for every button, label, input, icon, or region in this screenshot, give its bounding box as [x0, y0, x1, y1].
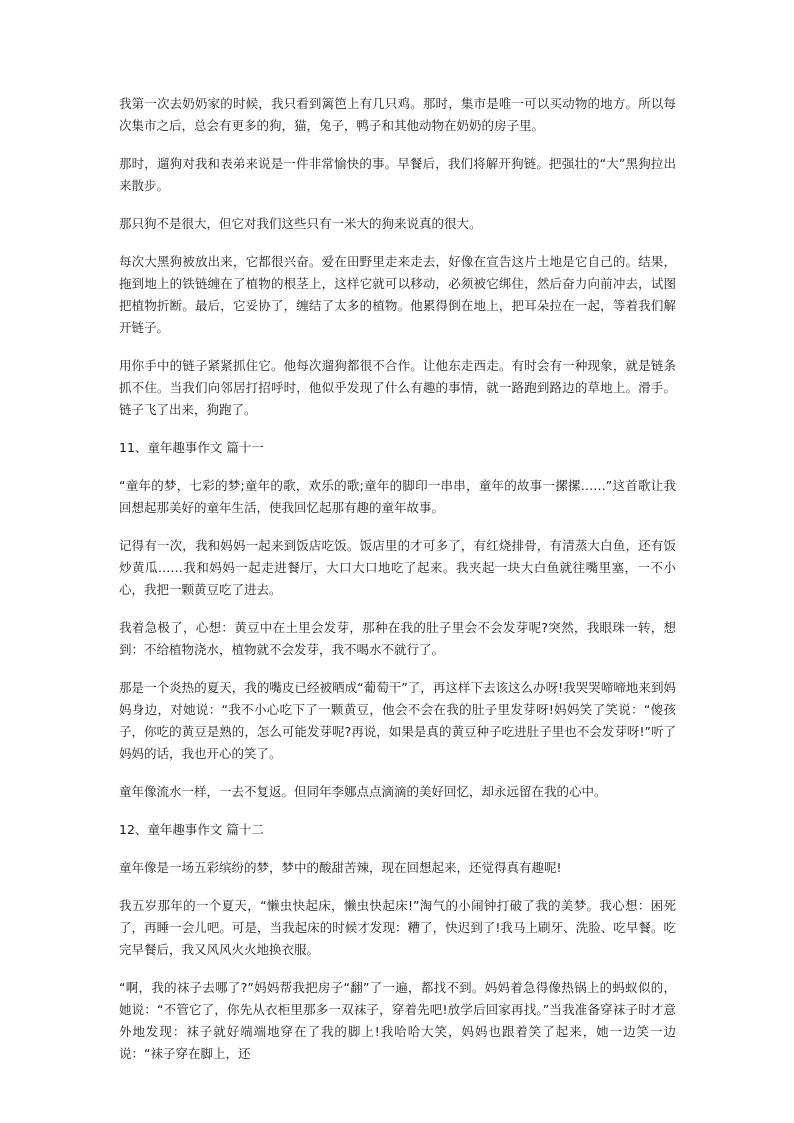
paragraph-childhood-water: 童年像流水一样，一去不复返。但同年李娜点点滴滴的美好回忆，却永远留在我的心中。 — [119, 784, 607, 799]
document-body — [119, 93, 676, 1081]
paragraph-lost-socks: “啊，我的袜子去哪了?”妈妈帮我把房子“翻”了一遍，都找不到。妈妈着急得像热锅上的蚂蚁似的，她说：“不管它了，你先从衣柜里那多一双袜子，穿着先吧!放学后回家再找。”当我准备穿袜子时才意外地发现：袜子就好端端地穿在了我的脚上!我哈哈大笑，妈妈也跟着笑了起来，她一边笑一边说：“袜子穿在脚上，还 — [119, 980, 676, 1061]
paragraph-hold-chain: 用你手中的链子紧紧抓住它。他每次遛狗都很不合作。让他东走西走。有时会有一种现象，就是链条抓不住。当我们向邻居打招呼时，他似乎发现了什么有趣的事情，就一路跑到路边的草地上。滑手。链子飞了出来，狗跑了。 — [119, 358, 676, 417]
paragraph-walking-dog: 那时，遛狗对我和表弟来说是一件非常愉快的事。早餐后，我们将解开狗链。把强壮的“大”黑狗拉出来散步。 — [119, 156, 676, 193]
paragraph-dog-size: 那只狗不是很大，但它对我们这些只有一米大的狗来说真的很大。 — [119, 216, 482, 231]
paragraph-dog-excited: 每次大黑狗被放出来，它都很兴奋。爱在田野里走来走去，好像在宣告这片土地是它自己的。结果，拖到地上的铁链缠在了植物的根茎上，这样它就可以移动，必须被它绑住，然后奋力向前冲去，试图把植物折断。最后，它妥协了，缠结了太多的植物。他累得倒在地上，把耳朵拉在一起，等着我们解开链子。 — [119, 254, 676, 335]
section-heading-11: 11、童年趣事作文 篇十一 — [119, 440, 264, 455]
paragraph-childhood-song: “童年的梦，七彩的梦;童年的歌，欢乐的歌;童年的脚印一串串，童年的故事一摞摞……”这首歌让我回想起那美好的童年生活，使我回忆起那有趣的童年故事。 — [119, 478, 676, 515]
section-heading-12: 12、童年趣事作文 篇十二 — [119, 822, 264, 837]
paragraph-colorful-dream: 童年像是一场五彩缤纷的梦，梦中的酸甜苦辣，现在回想起来，还觉得真有趣呢! — [119, 860, 562, 875]
paragraph-hot-summer: 那是一个炎热的夏天，我的嘴皮已经被晒成“葡萄干”了，再这样下去该这么办呀!我哭哭啼啼地来到妈妈身边，对她说：“我不小心吃下了一颗黄豆，他会不会在我的肚子里发芽呀!妈妈笑了笑说：“傻孩子，你吃的黄豆是熟的，怎么可能发芽呢?再说，如果是真的黄豆种子吃进肚子里也不会发芽呀!”听了妈妈的话，我也开心的笑了。 — [119, 680, 676, 761]
paragraph-visit-grandma: 我第一次去奶奶家的时候，我只看到篱笆上有几只鸡。那时，集市是唯一可以买动物的地方。所以每次集市之后，总会有更多的狗，猫，兔子，鸭子和其他动物在奶奶的房子里。 — [119, 96, 676, 133]
paragraph-worried: 我着急极了，心想：黄豆中在土里会发芽，那种在我的肚子里会不会发芽呢?突然，我眼珠一转，想到：不给植物浇水，植物就不会发芽，我不喝水不就行了。 — [119, 620, 676, 657]
paragraph-alarm-clock: 我五岁那年的一个夏天，“懒虫快起床，懒虫快起床!”淘气的小闹钟打破了我的美梦。我心想：困死了，再睡一会儿吧。可是，当我起床的时候才发现：糟了，快迟到了!我马上刷牙、洗脸、吃早餐。吃完早餐后，我又风风火火地换衣服。 — [119, 898, 676, 957]
paragraph-restaurant: 记得有一次，我和妈妈一起来到饭店吃饭。饭店里的才可多了，有红烧排骨，有清蒸大白鱼，还有饭炒黄瓜……我和妈妈一起走进餐厅，大口大口地吃了起来。我夹起一块大白鱼就往嘴里塞，一不小心，我把一颗黄豆吃了进去。 — [119, 538, 676, 597]
